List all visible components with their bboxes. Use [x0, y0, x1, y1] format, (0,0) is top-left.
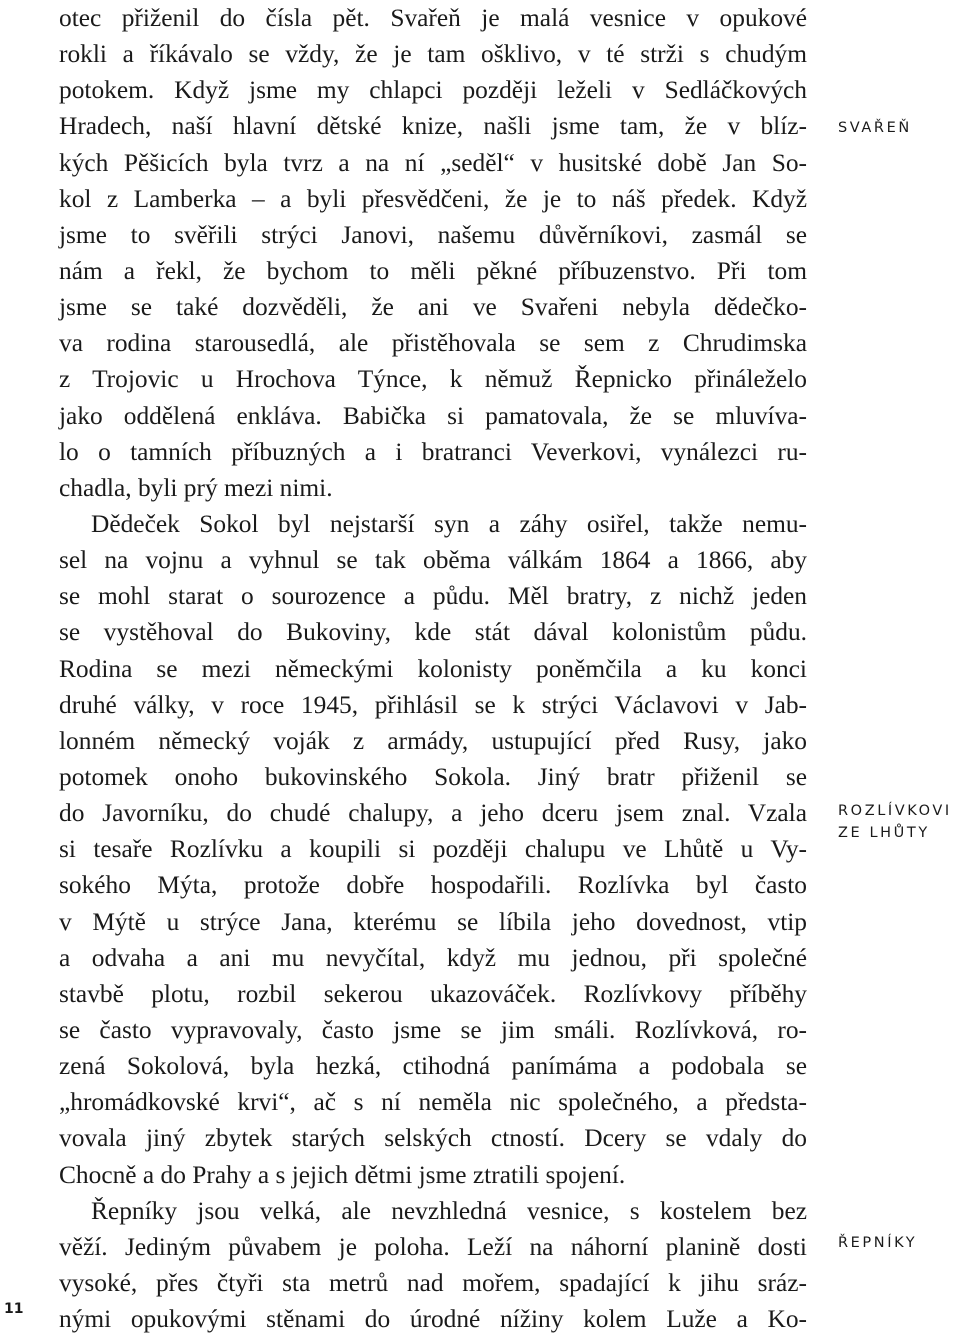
- text-line: se často vypravovaly, často jsme se jim smáli. Rozlívková, ro-: [59, 1015, 807, 1044]
- body-text: [59, 0, 807, 1337]
- text-line: vovala jiný zbytek starých selských ctností. Dcery se vdaly do: [59, 1124, 807, 1153]
- text-line: a odvaha a ani mu nevyčítal, když mu jednou, při společné: [59, 943, 807, 972]
- text-line: lonném německý voják z armády, ustupující před Rusy, jako: [59, 726, 807, 755]
- text-line: kol z Lamberka – a byli přesvědčeni, že je to náš předek. Když: [59, 184, 807, 213]
- text-line: stavbě plotu, rozbil sekerou ukazováček. Rozlívkovy příběhy: [59, 979, 807, 1008]
- text-line: Dědeček Sokol byl nejstarší syn a záhy osiřel, takže nemu-: [91, 509, 807, 538]
- text-line: potomek onoho bukovinského Sokola. Jiný bratr přiženil se: [59, 762, 807, 791]
- text-line: do Javorníku, do chudé chalupy, a jeho dceru jsem znal. Vzala: [59, 799, 807, 828]
- text-line: v Mýtě u strýce Jana, kterému se líbila jeho dovednost, vtip: [59, 907, 807, 936]
- text-line: nými opukovými stěnami do úrodné nížiny kolem Luže a Ko-: [59, 1305, 807, 1334]
- text-line: potokem. Když jsme my chlapci později leželi v Sedláčkových: [59, 76, 807, 105]
- text-line: „hromádkovské krvi“, ač s ní neměla nic společného, a předsta-: [59, 1088, 807, 1117]
- margin-heading-line: ZE LHŮTY: [838, 825, 930, 841]
- text-line: jako oddělená enkláva. Babička si pamatovala, že se mluvíva-: [59, 401, 807, 430]
- text-line: se vystěhoval do Bukoviny, kde stát dával kolonistům půdu.: [59, 618, 807, 647]
- text-line: chadla, byli prý mezi nimi.: [59, 473, 333, 502]
- margin-heading-svaren: [838, 117, 912, 139]
- text-line: sokého Mýta, protože dobře hospodařili. Rozlívka byl často: [59, 871, 807, 900]
- paragraph: [59, 506, 807, 1193]
- text-line: otec přiženil do čísla pět. Svařeň je malá vesnice v opukové: [59, 4, 807, 32]
- text-line: jsme se také dozvěděli, že ani ve Svařeni nebyla dědečko-: [59, 293, 807, 322]
- text-line: zená Sokolová, byla hezká, ctihodná panímáma a podobala se: [59, 1052, 807, 1081]
- text-line: vysoké, přes čtyři sta metrů nad mořem, spadající k jihu sráz-: [59, 1268, 807, 1297]
- text-line: lo o tamních příbuzných a i bratranci Veverkovi, vynálezci ru-: [59, 437, 807, 466]
- text-line: z Trojovic u Hrochova Týnce, k němuž Řepnicko přináleželo: [59, 365, 807, 394]
- text-line: kých Pěšicích byla tvrz a na ní „seděl“ v husitské době Jan So-: [59, 148, 807, 177]
- text-line: druhé války, v roce 1945, přihlásil se k strýci Václavovi v Jab-: [59, 690, 807, 719]
- text-line: sel na vojnu a vyhnul se tak oběma válkám 1864 a 1866, aby: [59, 546, 807, 575]
- page-number: 11: [4, 1301, 24, 1317]
- text-line: rokli a říkávalo se vždy, že je tam ošklivo, v té strži s chudým: [59, 40, 807, 69]
- margin-heading-line: ŘEPNÍKY: [838, 1235, 918, 1251]
- text-line: věží. Jediným půvabem je poloha. Leží na náhorní planině dosti: [59, 1232, 807, 1261]
- text-line: Rodina se mezi německými kolonisty poněmčila a ku konci: [59, 654, 807, 683]
- text-line: si tesaře Rozlívku a koupili si později chalupu ve Lhůtě u Vy-: [59, 835, 807, 864]
- margin-heading-rozlivkovi: [838, 800, 952, 844]
- paragraph: [59, 0, 807, 506]
- margin-heading-line: ROZLÍVKOVI: [838, 803, 952, 819]
- text-line: va rodina starousedlá, ale přistěhovala se sem z Chrudimska: [59, 329, 807, 358]
- text-line: Chocně a do Prahy a s jejich dětmi jsme ztratili spojení.: [59, 1160, 626, 1189]
- text-line: Hradech, naší hlavní dětské knize, našli jsme tam, že v blíz-: [59, 112, 807, 141]
- text-line: Řepníky jsou velká, ale nevzhledná vesnice, s kostelem bez: [91, 1196, 807, 1225]
- paragraph: [59, 1193, 807, 1337]
- text-line: nám a řekl, že bychom to měli pěkné příbuzenstvo. Při tom: [59, 256, 807, 285]
- text-line: jsme to svěřili strýci Janovi, našemu důvěrníkovi, zasmál se: [59, 220, 807, 249]
- margin-heading-repniky: [838, 1232, 917, 1254]
- text-line: se mohl starat o sourozence a půdu. Měl bratry, z nichž jeden: [59, 582, 807, 611]
- margin-heading-line: SVAŘEŇ: [838, 120, 912, 136]
